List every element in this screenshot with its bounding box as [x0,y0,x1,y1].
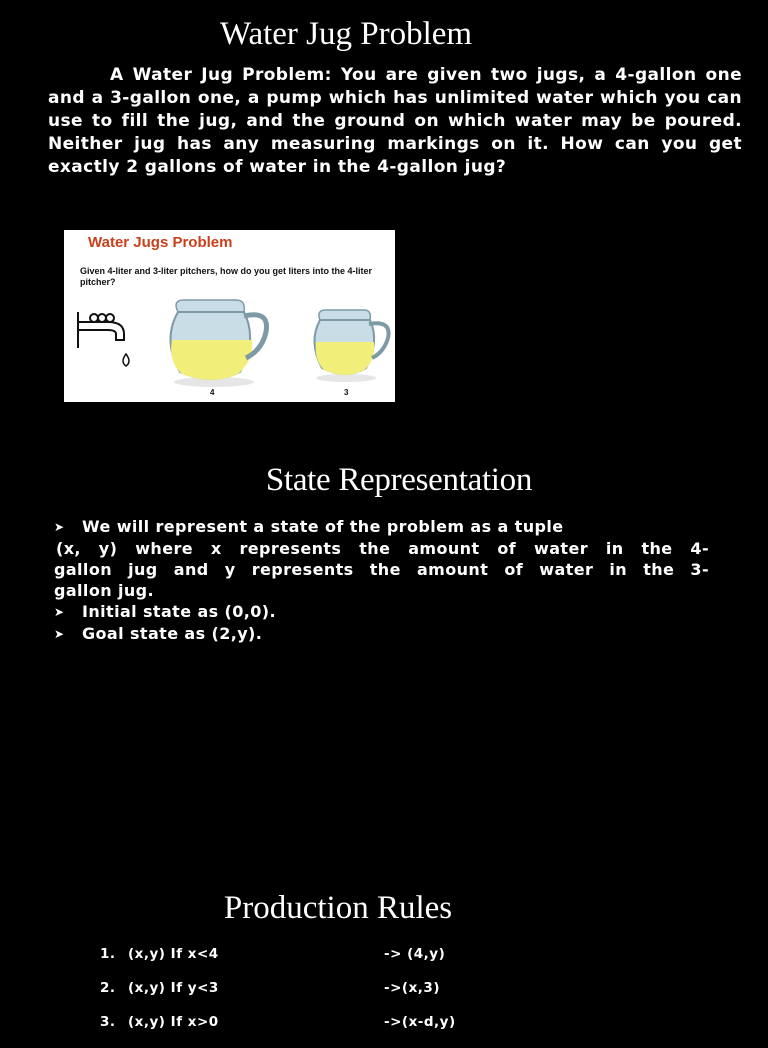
problem-description [48,64,742,179]
rule-number: 2. [100,980,116,996]
bullet-continuation: (x, y) where x represents the amount of water in the 4- [56,539,709,558]
rule-row [100,1014,660,1048]
section-title-water-jug-problem: Water Jug Problem [219,16,473,52]
rule-number: 1. [100,946,116,962]
pitcher-4-label: 4 [210,388,215,397]
arrow-bullet-icon: ➤ [54,627,65,641]
pitcher-3-icon [314,310,388,382]
bullet-text: Goal state as (2,y). [82,624,263,643]
rule-result: ->(x,3) [384,980,440,996]
rule-condition: (x,y) If x<4 [128,946,219,962]
rule-condition: (x,y) If y<3 [128,980,219,996]
rule-number: 3. [100,1014,116,1030]
bullet-continuation: gallon jug. [54,581,154,600]
faucet-icon [78,312,129,366]
state-representation-list [54,516,709,645]
figure-title: Water Jugs Problem [88,234,233,251]
arrow-bullet-icon: ➤ [54,520,65,534]
rule-result: ->(x-d,y) [384,1014,456,1030]
bullet-text: We will represent a state of the problem as a tuple [82,517,564,536]
rule-condition: (x,y) If x>0 [128,1014,219,1030]
rule-row [100,946,660,980]
rule-row [100,980,660,1014]
jugs-illustration [64,230,395,402]
figure-question: Given 4-liter and 3-liter pitchers, how do you get liters into the 4-liter pitcher? [80,266,373,287]
section-title-production-rules: Production Rules [223,890,453,926]
production-rules-list [100,946,660,1048]
rule-result: -> (4,y) [384,946,446,962]
pitcher-3-label: 3 [344,388,349,397]
water-jugs-figure [64,230,395,402]
problem-description-text: A Water Jug Problem: You are given two jugs, a 4-gallon one and a 3-gallon one, a pump which has unlimited water which you can use to fill the jug, and the ground on which water may be poured. Neither jug has any measuring markings on it. How can you get exactly 2 gallons of water in the 4-gallon jug? [48,65,742,177]
pitcher-4-icon [170,300,266,387]
bullet-continuation: gallon jug and y represents the amount of water in the 3- [54,560,709,579]
list-item [54,601,709,623]
bullet-text: Initial state as (0,0). [82,602,276,621]
list-item [54,623,709,645]
arrow-bullet-icon: ➤ [54,605,65,619]
list-item [54,516,709,538]
section-title-state-representation: State Representation [265,462,533,498]
